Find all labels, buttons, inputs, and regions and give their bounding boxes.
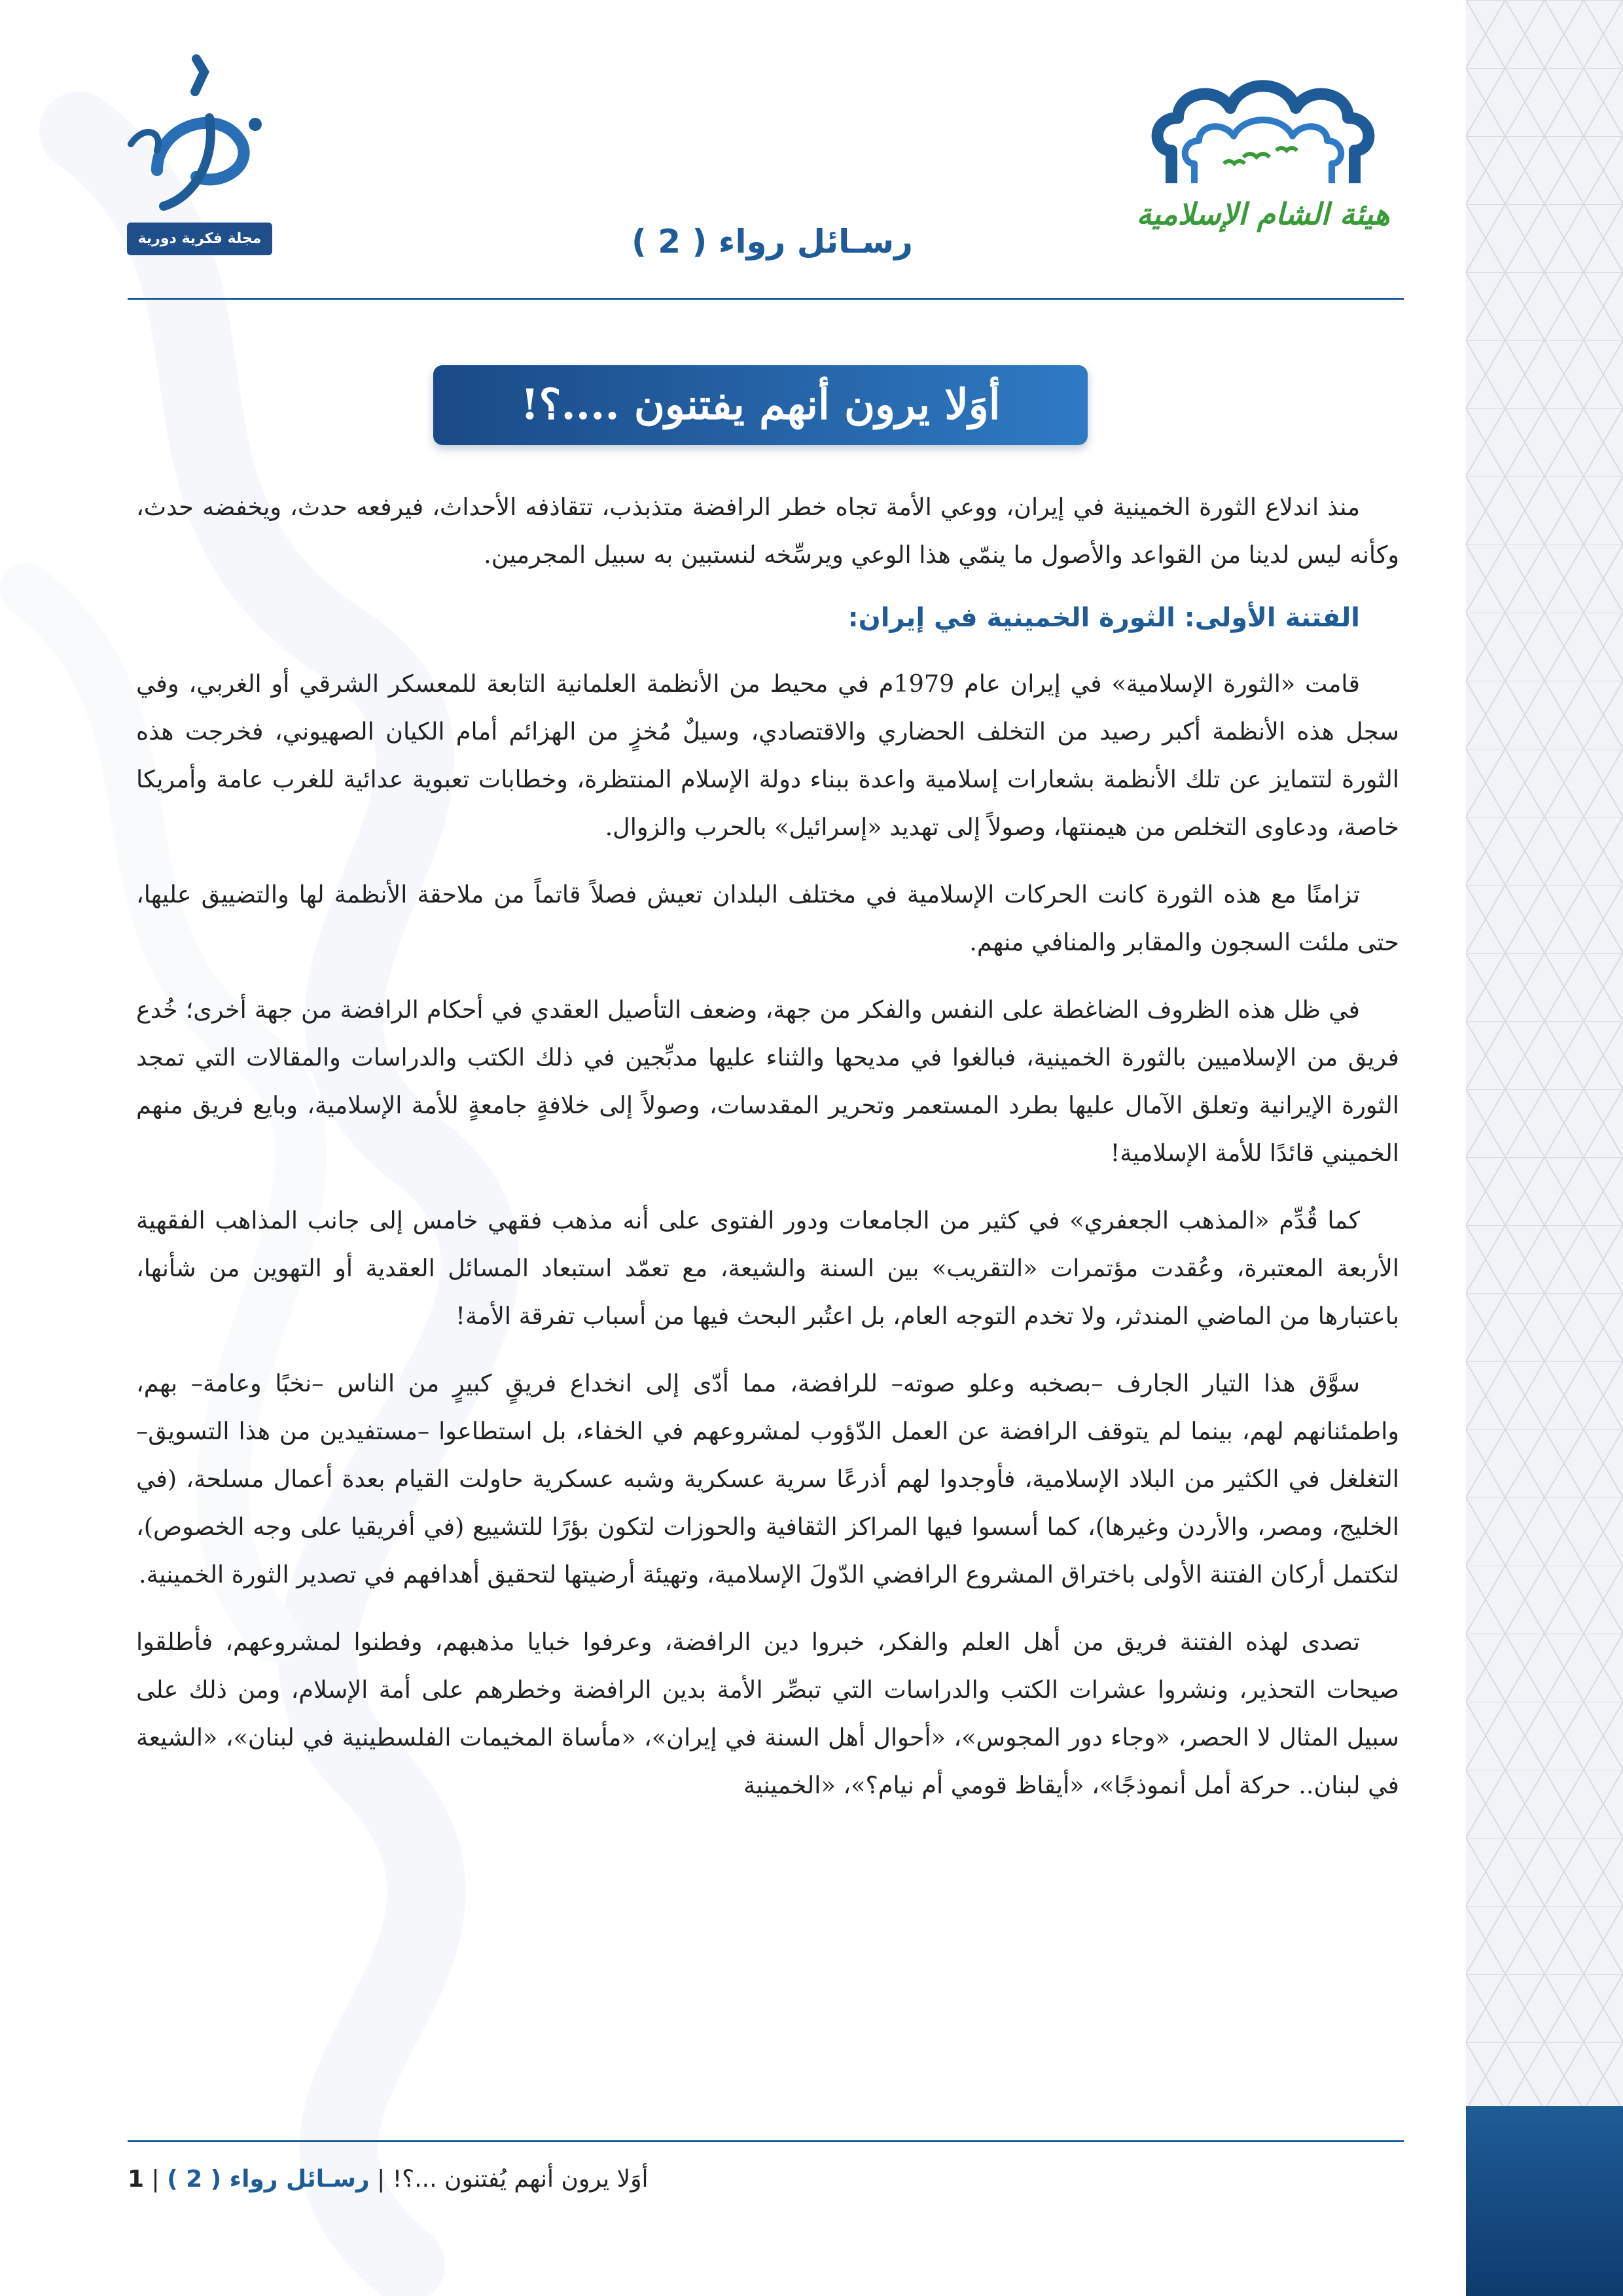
intro-paragraph: منذ اندلاع الثورة الخمينية في إيران، ووعي الأمة تجاه خطر الرافضة متذبذب، تتقاذفه الأحداث، فيرفعه حدث، ويخفضه حدث، وكأنه ليس لدينا من القواعد والأصول ما ينمّي هذا الوعي ويرسِّخه لنستبين به سبيل المجرمين. [136,493,1399,569]
magazine-badge: مجلة فكرية دورية [127,223,272,255]
series-title: رسـائل رواء ( 2 ) [632,223,913,260]
organization-logo-mark [1126,72,1400,203]
organization-logo [1126,72,1400,268]
strip-blue-block [1466,2106,1623,2296]
body-paragraph: في ظل هذه الظروف الضاغطة على النفس والفكر من جهة، وضعف التأصيل العقدي في أحكام الرافضة من جهة أخرى؛ خُدع فريق من الإسلاميين بالثورة الخمينية، فبالغوا في مديحها والثناء عليها مدبِّجين في ذلك الكتب والدراسات والمقالات التي تمجد الثورة الإيرانية وتعلق الآمال عليها بطرد المستعمر وتحرير المقدسات، وصولاً إلى خلافةٍ جامعةٍ للأمة الإسلامية، وبايع فريق منهم الخميني قائدًا للأمة الإسلامية! [136,996,1399,1167]
article-title: أوَلا يرون أنهم يفتنون ....؟! [433,365,1088,445]
geometric-pattern [1466,0,1623,2296]
body-paragraph: كما قُدِّم «المذهب الجعفري» في كثير من الجامعات ودور الفتوى على أنه مذهب فقهي خامس إلى جانب المذاهب الفقهية الأربعة المعتبرة، وعُقدت مؤتمرات «التقريب» بين السنة والشيعة، مع تعمّد استبعاد المسائل العقدية أو التهوين من شأنها، باعتبارها من الماضي المندثر، ولا تخدم التوجه العام، بل اعتُبر البحث فيها من أسباب تفرقة الأمة! [136,1206,1399,1330]
body-paragraph: قامت «الثورة الإسلامية» في إيران عام 1979م في محيط من الأنظمة العلمانية التابعة للمعسكر الشرقي أو الغربي، وفي سجل هذه الأنظمة أكبر رصيد من التخلف الحضاري والاقتصادي، وسيلٌ مُخزٍ من الهزائم أمام الكيان الصهيوني، فخرجت هذه الثورة لتتمايز عن تلك الأنظمة بشعارات إسلامية واعدة ببناء دولة الإسلام المنتظرة، وخطابات تعبوية عدائية للغرب عامة وأمريكا خاصة، ودعاوى التخلص من هيمنتها، وصولاً إلى تهديد «إسرائيل» بالحرب والزوال. [136,670,1399,841]
footer-separator: | [144,2166,160,2193]
magazine-logo-mark [118,46,281,216]
magazine-logo [118,46,281,262]
body-paragraph: تصدى لهذه الفتنة فريق من أهل العلم والفكر، خبروا دين الرافضة، وعرفوا خبايا مذهبهم، وفطنوا لمشروعهم، فأطلقوا صيحات التحذير، ونشروا عشرات الكتب والدراسات التي تبصِّر الأمة بدين الرافضة وخطرهم على أمة الإسلام، ومن ذلك على سبيل المثال لا الحصر، «وجاء دور المجوس»، «أحوال أهل السنة في إيران»، «مأساة المخيمات الفلسطينية في لبنان»، «الشيعة في لبنان.. حركة أمل أنموذجًا»، «أيقاظ قومي أم نيام؟»، «الخمينية [136,1628,1399,1799]
body-paragraph: تزامنًا مع هذه الثورة كانت الحركات الإسلامية في مختلف البلدان تعيش فصلاً قاتماً من ملاحقة الأنظمة لها والتضييق عليها، حتى ملئت السجون والمقابر والمنافي منهم. [136,880,1399,956]
section-heading: الفتنة الأولى: الثورة الخمينية في إيران: [847,603,1360,633]
page-footer [128,2160,1404,2199]
footer-separator: | [369,2166,385,2193]
decorative-side-strip [1466,0,1623,2296]
footer-series: رسـائل رواء ( 2 ) [167,2166,370,2193]
header-divider [128,298,1404,300]
footer-divider [128,2140,1404,2142]
body-paragraph: سوَّق هذا التيار الجارف –بصخبه وعلو صوته– للرافضة، مما أدّى إلى انخداع فريقٍ كبيرٍ من الناس –نخبًا وعامة– بهم، واطمئنانهم لهم، بينما لم يتوقف الرافضة عن العمل الدّؤوب لمشروعهم في الخفاء، بل استطاعوا –مستفيدين من هذا التسويق– التغلغل في الكثير من البلاد الإسلامية، فأوجدوا لهم أذرعًا سرية عسكرية وشبه عسكرية حاولت القيام بعدة أعمال مسلحة، (في الخليج، ومصر، والأردن وغيرها)، كما أسسوا فيها المراكز الثقافية والحوزات لتكون بؤرًا للتشييع (في أفريقيا على وجه الخصوص)، لتكتمل أركان الفتنة الأولى باختراق المشروع الرافضي الدّولَ الإسلامية، وتهيئة أرضيتها لتحقيق أهدافهم في تصدير الثورة الخمينية. [136,1369,1399,1588]
organization-name: هيئة الشام الإسلامية [1136,196,1390,232]
footer-article-title: أوَلا يرون أنهم يُفتنون ...؟! [392,2166,649,2193]
article-body [136,483,1399,1829]
page-number: 1 [128,2166,145,2193]
